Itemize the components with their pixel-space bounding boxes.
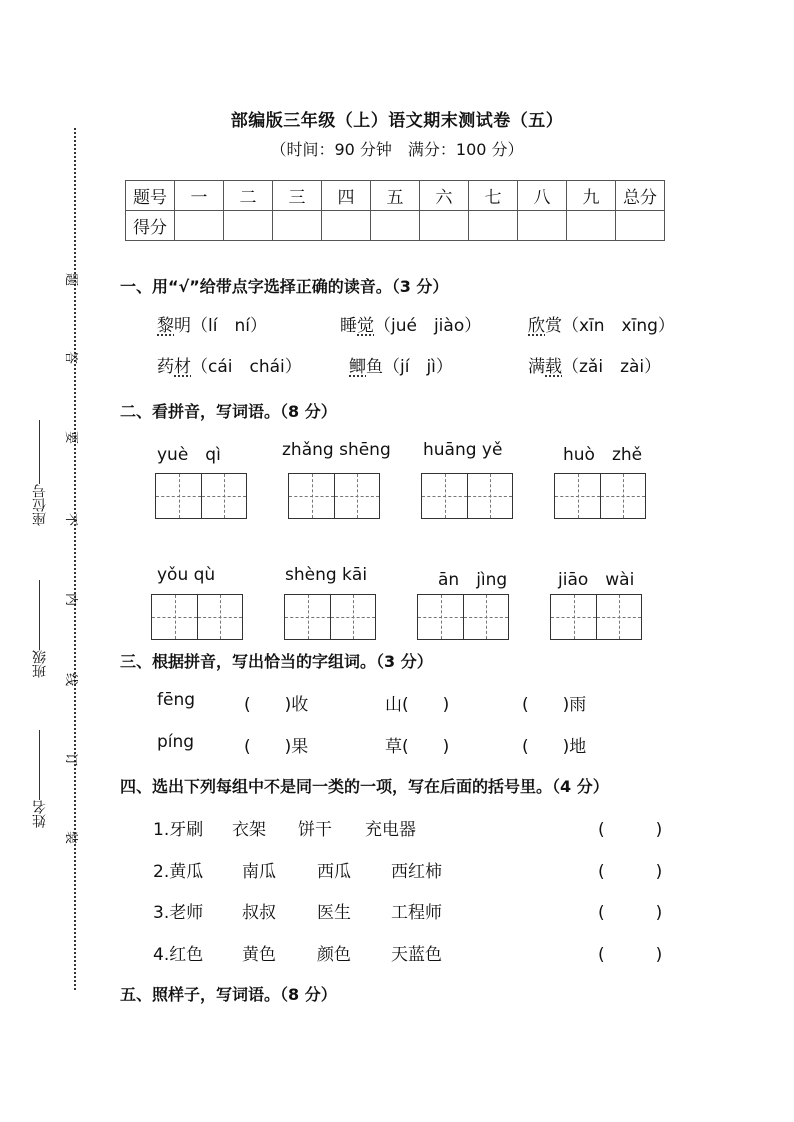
s1-item: 黎明（lí ní）	[157, 316, 267, 336]
pinyin-prompt: jiāo wài	[558, 570, 635, 590]
s4-word: 黄色	[242, 945, 276, 965]
score-cell: 九	[567, 181, 616, 211]
s1-item: 药材（cái chái）	[157, 357, 302, 377]
score-cell: 二	[224, 181, 273, 211]
s4-word: 饼干	[298, 820, 332, 840]
score-cell: 七	[469, 181, 518, 211]
score-cell: 三	[273, 181, 322, 211]
seal-char: 订	[63, 752, 79, 767]
writing-grid[interactable]	[421, 473, 513, 519]
s4-word: 1.牙刷	[153, 820, 204, 840]
s4-word: 叔叔	[242, 903, 276, 923]
seal-char: 内	[63, 592, 79, 607]
pinyin-prompt: huāng yě	[423, 440, 503, 460]
writing-grid[interactable]	[554, 473, 646, 519]
s4-answer-blank[interactable]: ( )	[598, 862, 663, 882]
score-input-cell[interactable]	[518, 211, 567, 241]
class-label: 班级	[30, 580, 50, 678]
s4-word: 医生	[317, 903, 351, 923]
section-3-heading: 三、根据拼音，写出恰当的字组词。（3 分）	[120, 652, 433, 671]
pinyin-prompt: huò zhě	[563, 445, 643, 465]
score-input-cell[interactable]	[420, 211, 469, 241]
score-input-cell[interactable]	[175, 211, 224, 241]
section-2-heading: 二、看拼音，写词语。（8 分）	[120, 402, 337, 421]
s1-item: 欣赏（xīn xīng）	[528, 316, 675, 336]
score-table	[125, 180, 665, 241]
score-input-cell[interactable]	[469, 211, 518, 241]
s3-pinyin: fēng	[157, 690, 196, 710]
seal-char: 装	[63, 830, 79, 845]
s3-blank[interactable]: ( )雨	[522, 695, 587, 715]
s4-word: 2.黄瓜	[153, 862, 204, 882]
pinyin-prompt: yǒu qù	[157, 565, 216, 585]
s4-word: 3.老师	[153, 903, 204, 923]
s4-word: 南瓜	[242, 862, 276, 882]
s4-word: 4.红色	[153, 945, 204, 965]
score-cell: 六	[420, 181, 469, 211]
page-title: 部编版三年级（上）语文期末测试卷（五）	[230, 111, 564, 131]
section-4-heading: 四、选出下列每组中不是同一类的一项，写在后面的括号里。（4 分）	[120, 777, 609, 796]
pinyin-prompt: yuè qì	[157, 445, 221, 465]
score-cell: 四	[322, 181, 371, 211]
s3-blank[interactable]: 草( )	[385, 737, 450, 757]
pinyin-prompt: zhǎng shēng	[282, 440, 391, 460]
page-subtitle: （时间：90 分钟 满分：100 分）	[270, 140, 524, 159]
writing-grid[interactable]	[151, 594, 243, 640]
section-1-heading: 一、用“√”给带点字选择正确的读音。（3 分）	[120, 277, 449, 296]
s4-word: 衣架	[232, 820, 266, 840]
s4-answer-blank[interactable]: ( )	[598, 903, 663, 923]
s4-answer-blank[interactable]: ( )	[598, 945, 663, 965]
writing-grid[interactable]	[155, 473, 247, 519]
pinyin-prompt: shèng kāi	[285, 565, 368, 585]
s4-answer-blank[interactable]: ( )	[598, 820, 663, 840]
s1-item: 睡觉（jué jiào）	[340, 316, 482, 336]
s4-word: 西瓜	[317, 862, 351, 882]
score-input-cell[interactable]	[616, 211, 665, 241]
section-5-heading: 五、照样子，写词语。（8 分）	[120, 985, 337, 1004]
s3-pinyin: píng	[157, 732, 195, 752]
writing-grid[interactable]	[550, 594, 642, 640]
score-input-cell[interactable]	[224, 211, 273, 241]
score-input-cell[interactable]	[322, 211, 371, 241]
s4-word: 天蓝色	[391, 945, 442, 965]
score-row-label: 得分	[126, 211, 175, 241]
score-cell: 五	[371, 181, 420, 211]
seal-char: 不	[63, 512, 79, 527]
s3-blank[interactable]: 山( )	[385, 695, 450, 715]
s3-blank[interactable]: ( )果	[244, 737, 309, 757]
s1-item: 鲫鱼（jí jì）	[349, 357, 453, 377]
s4-word: 颜色	[317, 945, 351, 965]
s1-item: 满载（zǎi zài）	[528, 357, 662, 377]
pinyin-prompt: ān jìng	[438, 570, 508, 590]
writing-grid[interactable]	[417, 594, 509, 640]
s3-blank[interactable]: ( )地	[522, 737, 587, 757]
binding-dotted-line	[74, 128, 76, 990]
score-cell: 题号	[126, 181, 175, 211]
s3-blank[interactable]: ( )收	[244, 695, 309, 715]
score-input-cell[interactable]	[273, 211, 322, 241]
score-cell: 一	[175, 181, 224, 211]
seat-number-label: 座位号	[30, 420, 50, 526]
writing-grid[interactable]	[288, 473, 380, 519]
score-input-cell[interactable]	[371, 211, 420, 241]
score-table-header-row	[126, 181, 665, 211]
s4-word: 充电器	[365, 820, 416, 840]
seal-char: 题	[63, 272, 79, 287]
s4-word: 工程师	[391, 903, 442, 923]
score-table-score-row	[126, 211, 665, 241]
score-cell: 八	[518, 181, 567, 211]
writing-grid[interactable]	[284, 594, 376, 640]
score-cell: 总分	[616, 181, 665, 211]
seal-char: 要	[63, 430, 79, 445]
score-input-cell[interactable]	[567, 211, 616, 241]
seal-char: 答	[63, 350, 79, 365]
s4-word: 西红柿	[391, 862, 442, 882]
seal-char: 线	[63, 672, 79, 687]
name-label: 姓名	[30, 730, 50, 828]
